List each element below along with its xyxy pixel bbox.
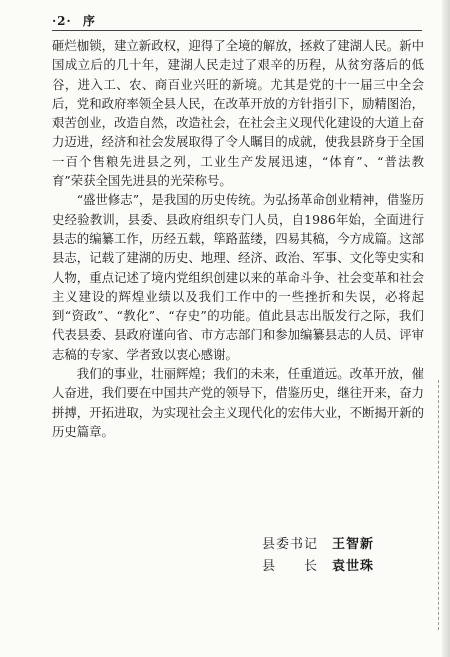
header-divider	[52, 30, 422, 31]
signature-party-secretary	[262, 534, 374, 556]
signature-county-head	[262, 556, 374, 578]
signature-name: 袁世珠	[331, 559, 374, 574]
signature-title: 县委书记	[261, 537, 318, 552]
paragraph-continuation: 砸烂枷锁，建立新政权，迎得了全境的解放，拯救了建湖人民。新中国成立后的几十年，建湖人民走过了艰辛的历程，从贫穷落后的低谷，进入工、农、商百业兴旺的新境。尤其是党的十一届三中全会后，党和政府率领全县人民，在改革开放的方针指引下，励精图治，艰苦创业，改造自然，改造社会，在社会主义现代化建设的大道上奋力迈进，经济和社会发展取得了令人瞩目的成就，使我县跻身于全国一百个售粮先进县之列，工业生产发展迅速，“体育”、“普法教育”荣获全国先进县的光荣称号。	[52, 38, 424, 189]
page-header	[52, 12, 96, 29]
header-title: 序	[82, 14, 96, 28]
binding-edge	[442, 0, 450, 657]
page-number: ·2·	[52, 14, 72, 28]
signature-title: 县 长	[261, 559, 318, 574]
binding-line	[438, 380, 439, 630]
signature-name: 王智新	[331, 537, 374, 552]
paragraph-closing: 我们的事业，壮丽辉煌；我们的未来，任重道远。改革开放，催人奋进，我们要在中国共产党的领导下，借鉴历史，继往开来，奋力拼搏，开拓进取，为实现社会主义现代化的宏伟大业，不断揭开新的历史篇章。	[52, 366, 424, 439]
signature-block	[262, 534, 374, 578]
body-text	[52, 36, 424, 441]
paragraph-chronicle: “盛世修志”，是我国的历史传统。为弘扬革命创业精神，借鉴历史经验教训，县委、县政府组织专门人员，自1986年始，全面进行县志的编纂工作，历经五载，筚路蓝缕，四易其稿，今方成篇。这部县志，记载了建湖的历史、地理、经济、政治、军事、文化等史实和人物，重点记述了境内党组织创建以来的革命斗争、社会变革和社会主义建设的辉煌业绩以及我们工作中的一些挫折和失误，必将起到“资政”、“教化”、“存史”的功能。值此县志出版发行之际，我们代表县委、县政府谨向省、市方志部门和参加编纂县志的人员、评审志稿的专家、学者致以衷心感谢。	[52, 192, 425, 362]
